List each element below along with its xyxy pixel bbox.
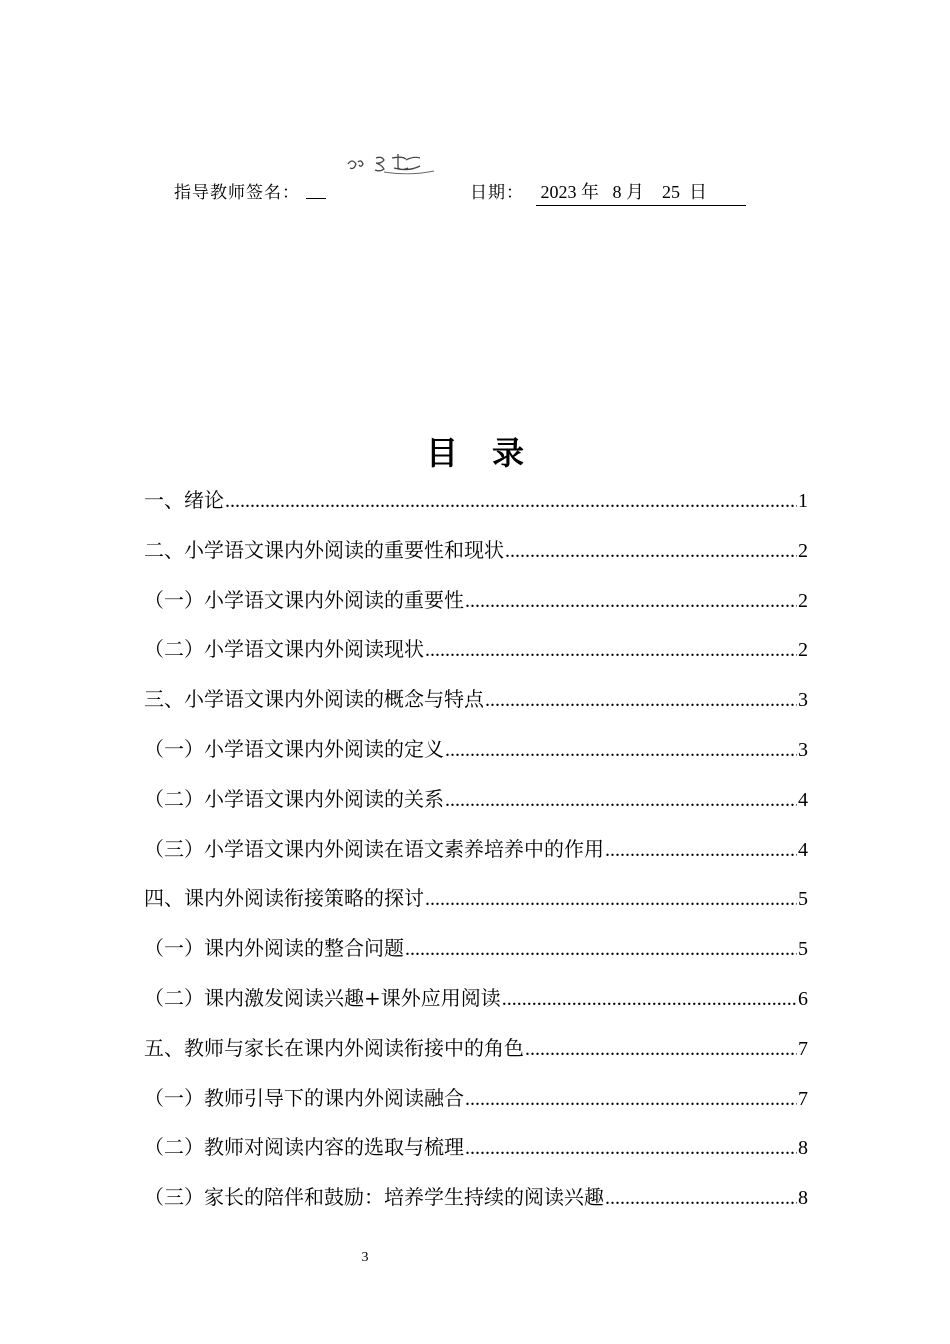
- signature-row: [0, 178, 950, 204]
- toc-leader-dots: [525, 1029, 797, 1069]
- toc-entry[interactable]: [144, 878, 808, 928]
- toc-entry-page: 7: [798, 1037, 808, 1060]
- toc-leader-dots: [465, 1128, 797, 1168]
- toc-leader-dots: [605, 1178, 797, 1218]
- toc-entry[interactable]: [144, 1127, 808, 1177]
- toc-entry[interactable]: [144, 1078, 808, 1128]
- toc-entry-page: 4: [798, 838, 808, 861]
- toc-leader-dots: [502, 979, 797, 1019]
- toc-leader-dots: [465, 581, 797, 621]
- date-label: 日期：: [470, 183, 524, 203]
- toc-leader-dots: [505, 531, 797, 571]
- toc-entry[interactable]: [144, 530, 808, 580]
- toc-entry-text: （三）家长的陪伴和鼓励：培养学生持续的阅读兴趣: [144, 1185, 604, 1210]
- toc-entry[interactable]: [144, 629, 808, 679]
- toc-entry-text: 五、教师与家长在课内外阅读衔接中的角色: [144, 1035, 524, 1060]
- toc-entry-text: （一）小学语文课内外阅读的定义: [144, 736, 444, 761]
- toc-entry[interactable]: [144, 1177, 808, 1227]
- toc-entry-page: 2: [798, 589, 808, 612]
- toc-entry-text: 三、小学语文课内外阅读的概念与特点: [144, 687, 484, 712]
- toc-entry-text: （一）小学语文课内外阅读的重要性: [144, 587, 464, 612]
- toc-entry-page: 2: [798, 639, 808, 662]
- toc-entry[interactable]: [144, 729, 808, 779]
- toc-entry-text: 四、课内外阅读衔接策略的探讨: [144, 886, 424, 911]
- toc-entry-page: 3: [798, 689, 808, 712]
- toc-entry-page: 8: [798, 1187, 808, 1210]
- toc-leader-dots: [225, 481, 797, 521]
- toc-entry-page: 5: [798, 888, 808, 911]
- date-value: 2023 年 8 月 25 日: [536, 178, 746, 206]
- toc-entry[interactable]: [144, 928, 808, 978]
- toc-leader-dots: [445, 730, 797, 770]
- toc-entry-text: （一）课内外阅读的整合问题: [144, 936, 404, 961]
- toc-leader-dots: [425, 630, 797, 670]
- toc-entry-text: （三）小学语文课内外阅读在语文素养培养中的作用: [144, 836, 604, 861]
- toc-entry-text: （二）课内激发阅读兴趣+课外应用阅读: [144, 985, 501, 1010]
- toc-leader-dots: [425, 879, 797, 919]
- signature-blank: [306, 178, 326, 199]
- toc-leader-dots: [405, 929, 797, 969]
- toc-entry[interactable]: [144, 779, 808, 829]
- page-number: 3: [361, 1250, 369, 1265]
- toc-entry-page: 6: [798, 987, 808, 1010]
- toc-entry-text: （二）教师对阅读内容的选取与梳理: [144, 1135, 464, 1160]
- toc-entry[interactable]: [144, 480, 808, 530]
- toc-leader-dots: [485, 680, 797, 720]
- toc-entry[interactable]: [144, 580, 808, 630]
- toc-leader-dots: [445, 780, 797, 820]
- toc-entry[interactable]: [144, 829, 808, 879]
- toc-leader-dots: [605, 830, 797, 870]
- toc-entry-page: 4: [798, 788, 808, 811]
- toc-entry-text: 二、小学语文课内外阅读的重要性和现状: [144, 537, 504, 562]
- toc-entry-page: 8: [798, 1137, 808, 1160]
- toc-entry-page: 7: [798, 1087, 808, 1110]
- toc-entry-page: 2: [798, 539, 808, 562]
- toc-entry-page: 3: [798, 738, 808, 761]
- advisor-signature-label: 指导教师签名：: [174, 183, 300, 203]
- toc-entry[interactable]: [144, 1028, 808, 1078]
- toc-entry-text: 一、绪论: [144, 488, 224, 512]
- toc-entry-page: 5: [798, 938, 808, 961]
- toc-entry-page: 1: [798, 490, 808, 512]
- signature-image: [344, 150, 440, 178]
- toc-entry-text: （二）小学语文课内外阅读的关系: [144, 786, 444, 811]
- toc-title: 目录: [425, 434, 558, 472]
- toc-entry[interactable]: [144, 679, 808, 729]
- toc-leader-dots: [465, 1079, 797, 1119]
- toc-entry-text: （二）小学语文课内外阅读现状: [144, 637, 424, 662]
- table-of-contents: [144, 480, 808, 1227]
- toc-entry-text: （一）教师引导下的课内外阅读融合: [144, 1085, 464, 1110]
- toc-entry[interactable]: [144, 978, 808, 1028]
